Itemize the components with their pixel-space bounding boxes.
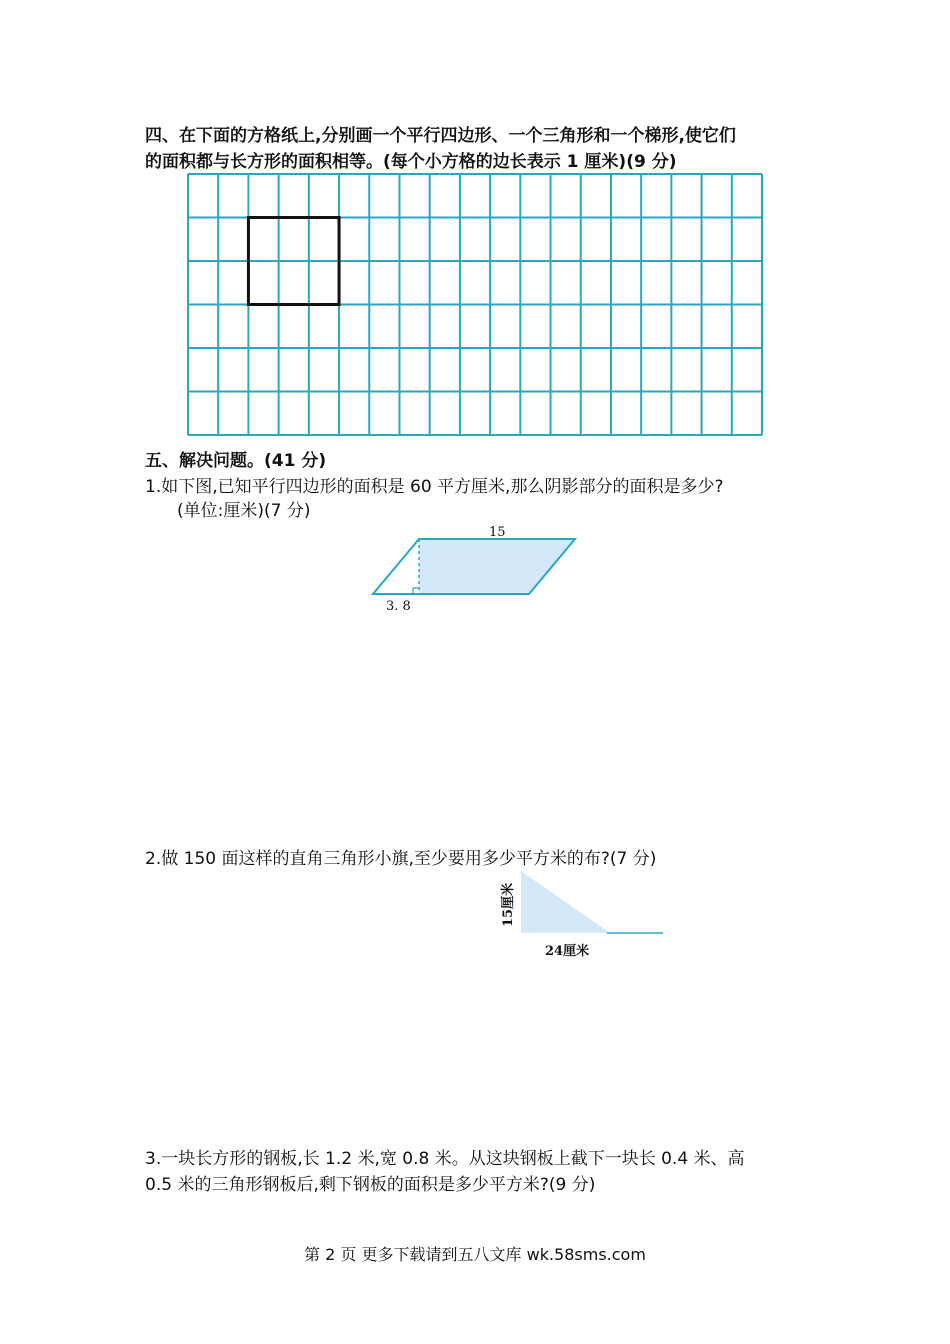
right-triangle xyxy=(521,871,610,933)
q3-text-line1: 3.一块长方形的钢板,长 1.2 米,宽 0.8 米。从这块钢板上截下一块长 0.4 米、高 xyxy=(145,1149,745,1169)
q2-text-line1: 2.做 150 面这样的直角三角形小旗,至少要用多少平方米的布?(7 分) xyxy=(145,849,657,869)
q2-triangle-figure xyxy=(495,865,670,965)
section4-text-line1: 四、在下面的方格纸上,分别画一个平行四边形、一个三角形和一个梯形,使它们 xyxy=(145,126,736,146)
q2-side-label: 15厘米 xyxy=(501,882,516,927)
section4-text-line2: 的面积都与长方形的面积相等。(每个小方格的边长表示 1 厘米)(9 分) xyxy=(145,152,677,172)
q1-text-line1: 1.如下图,已知平行四边形的面积是 60 平方厘米,那么阴影部分的面积是多少? xyxy=(145,477,724,497)
q1-bottom-label: 3. 8 xyxy=(386,599,411,614)
q1-top-label: 15 xyxy=(489,525,506,540)
section5-heading: 五、解决问题。(41 分) xyxy=(145,451,327,471)
q2-bottom-label: 24厘米 xyxy=(545,944,590,959)
page-footer: 第 2 页 更多下载请到五八文库 wk.58sms.com xyxy=(304,1245,646,1264)
q1-text-line2: (单位:厘米)(7 分) xyxy=(177,501,311,521)
grid-paper[interactable] xyxy=(180,170,770,440)
q1-parallelogram-figure xyxy=(360,520,590,620)
q3-text-line2: 0.5 米的三角形钢板后,剩下钢板的面积是多少平方米?(9 分) xyxy=(145,1175,596,1195)
